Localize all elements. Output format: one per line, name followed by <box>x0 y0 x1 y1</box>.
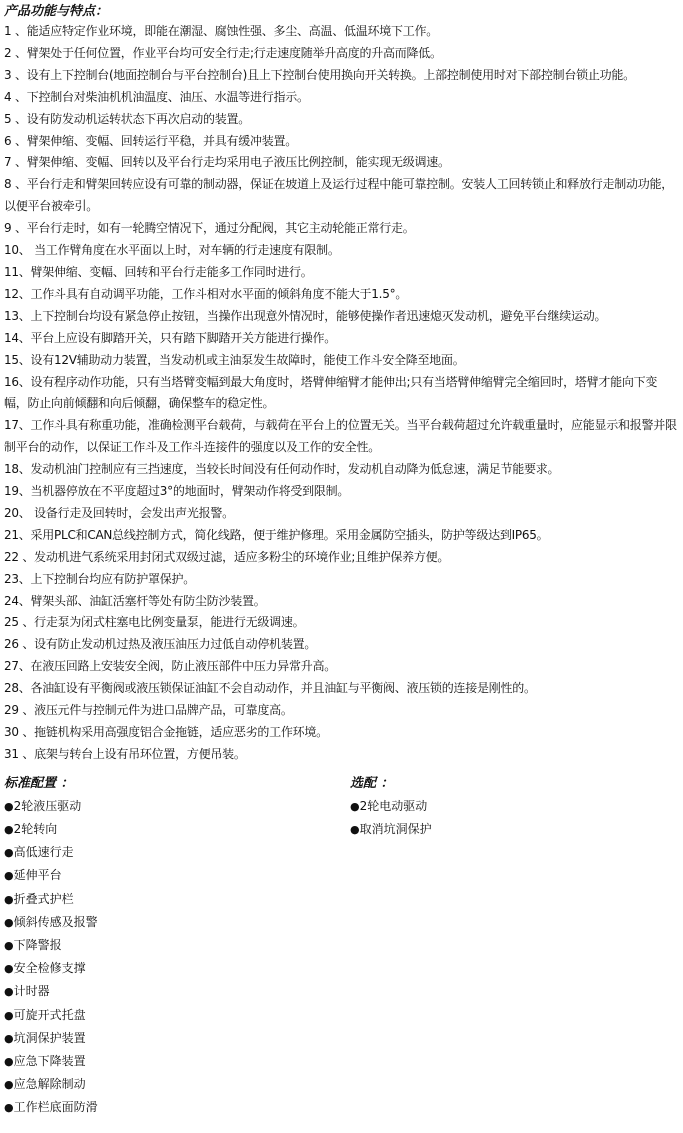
feature-item: 17、工作斗具有称重功能，准确检测平台载荷，与载荷在平台上的位置无关。当平台载荷超过允许载重量时，应能显示和报警并限制平台的动作，以保证工作斗及工作斗连接件的强度以及工作的安全性。 <box>4 418 677 455</box>
bullet-icon: ● <box>4 915 14 929</box>
feature-item: 16、设有程序动作功能，只有当塔臂变幅到最大角度时，塔臂伸缩臂才能伸出;只有当塔臂伸缩臂完全缩回时，塔臂才能向下变幅，防止向前倾翻和向后倾翻，确保整车的稳定性。 <box>4 374 658 411</box>
feature-item: 30 、拖链机构采用高强度铝合金拖链，适应恶劣的工作环境。 <box>4 725 328 739</box>
standard-config-label: 2轮转向 <box>13 822 58 837</box>
document <box>4 2 679 1115</box>
feature-item: 21、采用PLC和CAN总线控制方式，简化线路，便于维护修理。采用金属防空插头，防护等级达到IP65。 <box>4 527 549 542</box>
feature-item: 11、臂架伸缩、变幅、回转和平台行走能多工作同时进行。 <box>4 264 313 279</box>
optional-config-item <box>350 818 670 841</box>
feature-item: 27、在液压回路上安装安全阀，防止液压部件中压力异常升高。 <box>4 659 337 674</box>
standard-config-label: 延伸平台 <box>13 868 62 883</box>
bullet-icon: ● <box>4 1101 14 1115</box>
standard-config-label: 计时器 <box>13 984 50 999</box>
standard-config-item <box>4 864 334 887</box>
feature-item: 31 、底架与转台上设有吊环位置，方便吊装。 <box>4 746 246 761</box>
bullet-icon: ● <box>350 799 360 813</box>
bullet-icon: ● <box>4 799 14 813</box>
feature-item: 9 、平台行走时，如有一轮腾空情况下，通过分配阀，其它主动轮能正常行走。 <box>4 221 415 236</box>
bullet-icon: ● <box>4 1078 14 1092</box>
features-list <box>4 21 679 766</box>
standard-config <box>4 774 334 1120</box>
standard-config-label: 应急解除制动 <box>13 1077 86 1092</box>
feature-item: 20、 设备行走及回转时，会发出声光报警。 <box>4 505 234 520</box>
standard-config-label: 2轮液压驱动 <box>13 798 82 813</box>
bullet-icon: ● <box>4 869 14 883</box>
optional-config-label: 取消坑洞保护 <box>359 822 432 837</box>
standard-config-label: 可旋开式托盘 <box>13 1007 86 1022</box>
feature-item: 18、发动机油门控制应有三挡速度，当较长时间没有任何动作时，发动机自动降为低怠速，满足节能要求。 <box>4 462 560 477</box>
optional-config <box>350 774 670 841</box>
feature-item: 26 、设有防止发动机过热及液压油压力过低自动停机装置。 <box>4 637 317 652</box>
standard-config-label: 高低速行走 <box>13 845 74 860</box>
standard-config-item <box>4 1073 334 1096</box>
optional-config-title: 选配 ： <box>350 775 394 791</box>
bullet-icon: ● <box>350 823 360 837</box>
bullet-icon: ● <box>4 985 14 999</box>
feature-item: 14、平台上应设有脚踏开关，只有踏下脚踏开关方能进行操作。 <box>4 330 337 345</box>
standard-config-item <box>4 980 334 1003</box>
standard-config-item <box>4 1004 334 1027</box>
feature-item: 28、各油缸设有平衡阀或液压锁保证油缸不会自动动作，并且油缸与平衡阀、液压锁的连接是刚性的。 <box>4 681 536 696</box>
standard-config-label: 安全检修支撑 <box>13 961 86 976</box>
feature-item: 25 、行走泵为闭式柱塞电比例变量泵，能进行无级调速。 <box>4 615 305 630</box>
bullet-icon: ● <box>4 846 14 860</box>
feature-item: 5 、设有防发动机运转状态下再次启动的装置。 <box>4 111 250 126</box>
bullet-icon: ● <box>4 892 14 906</box>
configuration-section <box>4 774 679 1115</box>
optional-config-item <box>350 795 670 818</box>
standard-config-item <box>4 1050 334 1073</box>
feature-item: 4 、下控制台对柴油机机油温度、油压、水温等进行指示。 <box>4 89 309 104</box>
standard-config-item <box>4 957 334 980</box>
standard-config-item <box>4 1096 334 1119</box>
feature-item: 2 、臂架处于任何位置，作业平台均可安全行走;行走速度随举升高度的升高而降低。 <box>4 45 442 60</box>
bullet-icon: ● <box>4 1031 14 1045</box>
standard-config-label: 下降警报 <box>13 938 62 953</box>
optional-config-label: 2轮电动驱动 <box>359 798 428 813</box>
standard-config-title: 标准配置 ： <box>4 775 74 791</box>
feature-item: 10、 当工作臂角度在水平面以上时，对车辆的行走速度有限制。 <box>4 243 340 258</box>
feature-item: 1 、能适应特定作业环境，即能在潮湿、腐蚀性强、多尘、高温、低温环境下工作。 <box>4 24 438 38</box>
features-title: 产品功能与特点： <box>4 4 109 19</box>
feature-item: 6 、臂架伸缩、变幅、回转运行平稳，并具有缓冲装置。 <box>4 133 297 148</box>
standard-config-list <box>4 795 334 1120</box>
feature-item: 22 、发动机进气系统采用封闭式双级过滤，适应多粉尘的环境作业;且维护保养方便。 <box>4 549 450 564</box>
standard-config-label: 倾斜传感及报警 <box>13 914 98 929</box>
standard-config-item <box>4 818 334 841</box>
bullet-icon: ● <box>4 962 14 976</box>
standard-config-item <box>4 795 334 818</box>
feature-item: 7 、臂架伸缩、变幅、回转以及平台行走均采用电子液压比例控制，能实现无级调速。 <box>4 155 450 170</box>
feature-item: 29 、液压元件与控制元件为进口品牌产品，可靠度高。 <box>4 703 293 718</box>
bullet-icon: ● <box>4 823 14 837</box>
standard-config-label: 折叠式护栏 <box>13 891 74 906</box>
feature-item: 12、工作斗具有自动调平功能，工作斗相对水平面的倾斜角度不能大于1.5°。 <box>4 286 408 301</box>
standard-config-item <box>4 841 334 864</box>
feature-item: 13、上下控制台均设有紧急停止按钮，当操作出现意外情况时，能够使操作者迅速熄灭发动机，避免平台继续运动。 <box>4 308 607 323</box>
standard-config-label: 工作栏底面防滑 <box>13 1100 98 1115</box>
bullet-icon: ● <box>4 939 14 953</box>
standard-config-item <box>4 934 334 957</box>
standard-config-label: 应急下降装置 <box>13 1054 86 1069</box>
feature-item: 8 、平台行走和臂架回转应设有可靠的制动器，保证在坡道上及运行过程中能可靠控制。安装人工回转锁止和释放行走制动功能，以便平台被牵引。 <box>4 177 673 214</box>
bullet-icon: ● <box>4 1055 14 1069</box>
standard-config-item <box>4 911 334 934</box>
standard-config-label: 坑洞保护装置 <box>13 1030 86 1045</box>
optional-config-list <box>350 795 670 841</box>
feature-item: 23、上下控制台均应有防护罩保护。 <box>4 571 196 586</box>
feature-item: 15、设有12V辅助动力装置，当发动机或主油泵发生故障时，能使工作斗安全降至地面。 <box>4 352 465 367</box>
bullet-icon: ● <box>4 1008 14 1022</box>
feature-item: 24、臂架头部、油缸活塞杆等处有防尘防沙装置。 <box>4 593 266 608</box>
feature-item: 3 、设有上下控制台(地面控制台与平台控制台)且上下控制台使用换向开关转换。上部控制使用时对下部控制台锁止功能。 <box>4 67 635 82</box>
standard-config-item <box>4 1027 334 1050</box>
standard-config-item <box>4 888 334 911</box>
feature-item: 19、当机器停放在不平度超过3°的地面时，臂架动作将受到限制。 <box>4 484 350 499</box>
